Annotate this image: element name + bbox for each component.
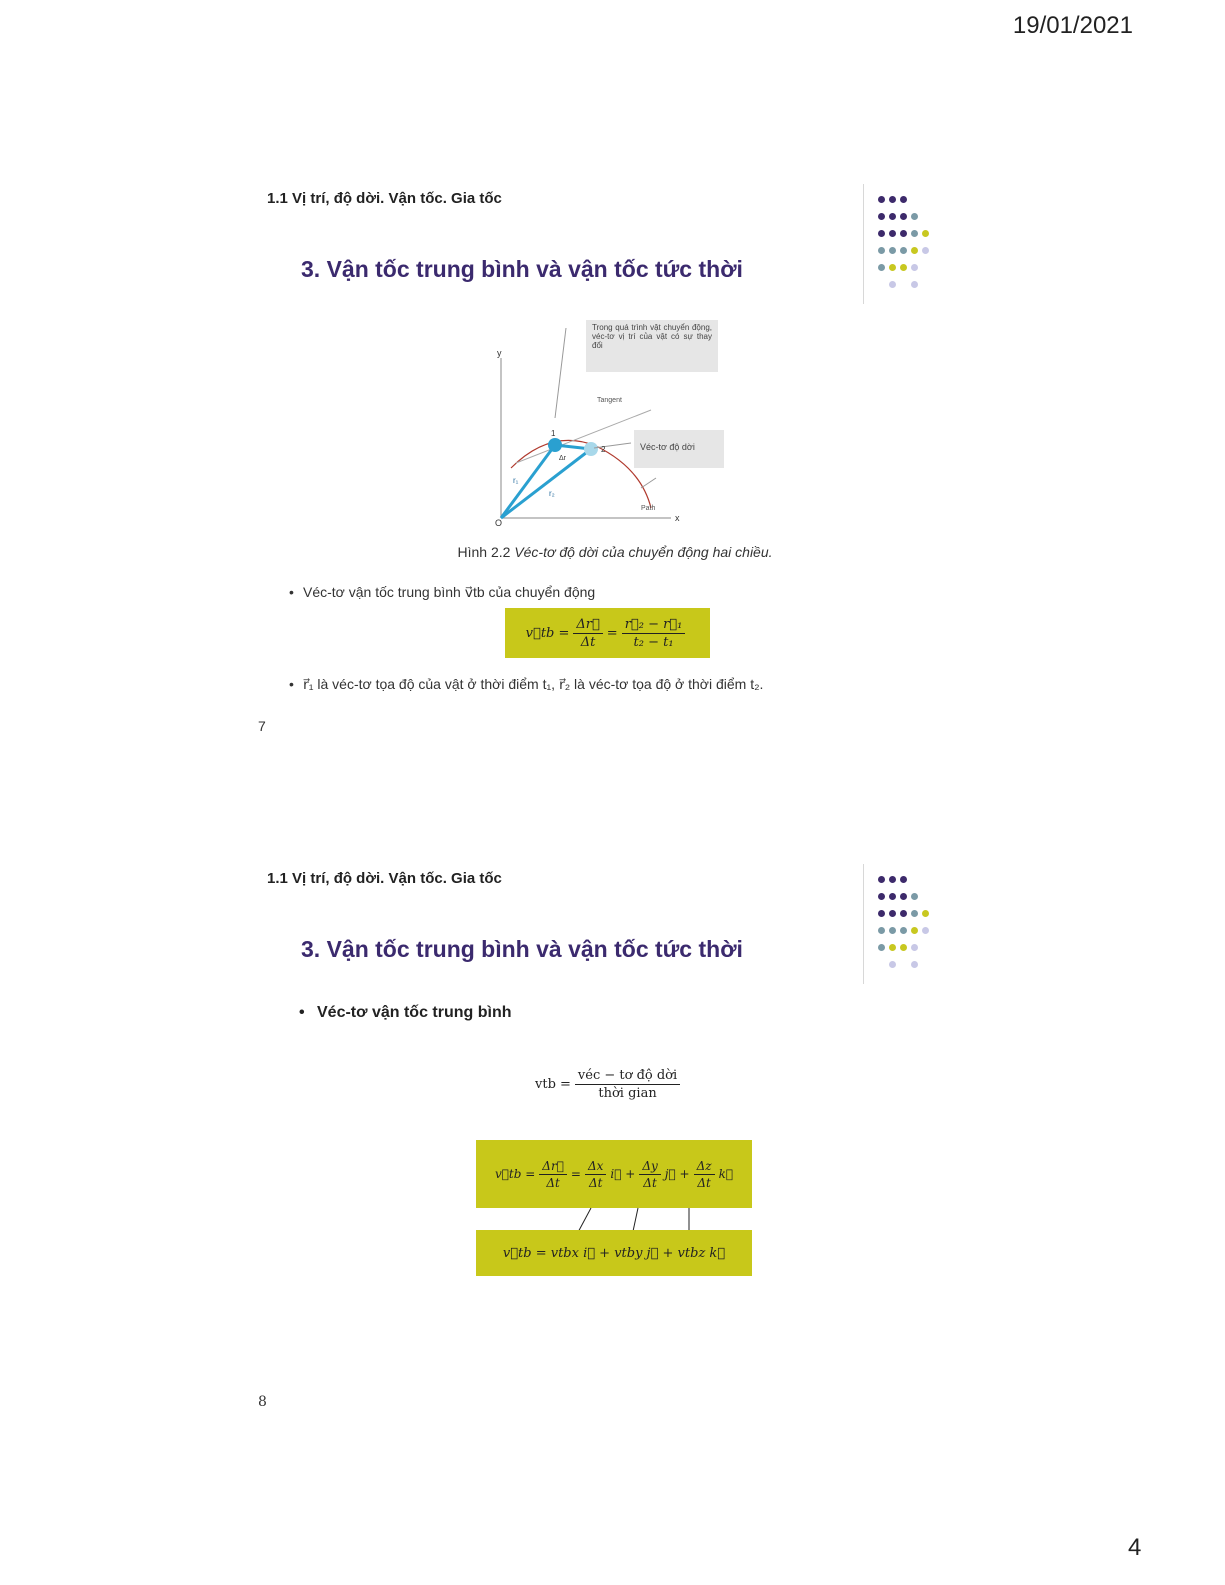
decorative-dot xyxy=(878,247,885,254)
decorative-dot xyxy=(911,893,918,900)
slide-heading: 3. Vận tốc trung bình và vận tốc tức thời xyxy=(301,256,743,282)
decorative-dot xyxy=(878,264,885,271)
decorative-dot xyxy=(911,230,918,237)
decorative-dot xyxy=(878,893,885,900)
section-title: 1.1 Vị trí, độ dời. Vận tốc. Gia tốc xyxy=(267,870,502,887)
decorative-dot xyxy=(922,247,929,254)
path-label: Path xyxy=(641,505,656,512)
point-2-marker xyxy=(584,442,598,456)
path-leader xyxy=(641,478,656,488)
decorative-dot xyxy=(922,230,929,237)
displacement-figure xyxy=(491,318,731,528)
decorative-dot xyxy=(889,893,896,900)
figure-caption: Hình 2.2 Véc-tơ độ dời của chuyển động hai chiều. xyxy=(457,544,773,560)
displacement-leader xyxy=(594,443,631,448)
note-box: Trong quá trình vật chuyển động, véc-tơ vị trí của vật có sự thay đổi xyxy=(586,320,718,372)
decorative-dot xyxy=(900,196,907,203)
decorative-dot xyxy=(878,910,885,917)
decorative-dot xyxy=(878,876,885,883)
point-1-label: 1 xyxy=(551,429,556,438)
r2-label: r₂ xyxy=(549,489,555,498)
slide-number: 8 xyxy=(258,1394,267,1410)
decorative-dot xyxy=(889,213,896,220)
r1-label: r₁ xyxy=(513,476,519,485)
decorative-dot xyxy=(900,876,907,883)
delta-r-label: Δr xyxy=(559,455,567,462)
decorative-dot xyxy=(889,876,896,883)
decorative-dot xyxy=(889,281,896,288)
decorative-dot xyxy=(889,230,896,237)
decorative-dot-grid xyxy=(863,184,944,304)
decorative-dot xyxy=(922,927,929,934)
note-leader xyxy=(555,328,566,418)
displacement-label-box: Véc-tơ độ dời xyxy=(634,430,724,468)
x-axis-label: x xyxy=(675,513,680,523)
header-date: 19/01/2021 xyxy=(1012,12,1133,39)
decorative-dot xyxy=(911,247,918,254)
decorative-dot-grid xyxy=(863,864,944,984)
average-velocity-formula: v⃗tb = $\frac{\Delta r⃗}{\Delta t}$ = $\frac{\text{r⃗₂ − r⃗₁}}{\text{t₂ − t₁}}$ xyxy=(505,608,710,658)
decorative-dot xyxy=(889,944,896,951)
decorative-dot xyxy=(889,264,896,271)
decorative-dot xyxy=(900,264,907,271)
slide-8 xyxy=(255,858,975,1418)
point-2-label: 2 xyxy=(601,445,606,454)
decorative-dot xyxy=(889,961,896,968)
decorative-dot xyxy=(900,944,907,951)
decorative-dot xyxy=(911,910,918,917)
bullet-average-velocity-vector: • Véc-tơ vận tốc trung bình xyxy=(299,1004,512,1021)
decorative-dot xyxy=(911,961,918,968)
decorative-dot xyxy=(900,927,907,934)
tangent-label: Tangent xyxy=(597,397,622,404)
decorative-dot xyxy=(911,281,918,288)
decorative-dot xyxy=(911,927,918,934)
decorative-dot xyxy=(900,910,907,917)
decorative-dot xyxy=(900,213,907,220)
slide-heading: 3. Vận tốc trung bình và vận tốc tức thời xyxy=(301,936,743,962)
y-axis-label: y xyxy=(497,348,502,358)
decorative-dot xyxy=(900,893,907,900)
decorative-dot xyxy=(911,213,918,220)
decorative-dot xyxy=(922,910,929,917)
decorative-dot xyxy=(889,910,896,917)
component-formula-box: v⃗tb = $\frac{\Delta r⃗}{\Delta t}$ = $\frac{\Delta x}{\Delta t}$ i⃗ + $\frac{\Delta y}{\Delta t}$ j⃗ + $\frac{\Delta z}{\Delta t}$ k⃗ xyxy=(476,1140,752,1208)
decorative-dot xyxy=(878,230,885,237)
decorative-dot xyxy=(878,213,885,220)
decorative-dot xyxy=(878,944,885,951)
definition-formula: vtb = $\frac{\text{véc − tơ độ dời}}{\text{thời gian}}$ xyxy=(535,1068,684,1101)
decorative-dot xyxy=(889,196,896,203)
component-velocity-box: v⃗tb = vtbx i⃗ + vtby j⃗ + vtbz k⃗ xyxy=(476,1230,752,1276)
decorative-dot xyxy=(911,944,918,951)
origin-label: O xyxy=(495,518,503,528)
decorative-dot xyxy=(900,230,907,237)
decorative-dot xyxy=(911,264,918,271)
decorative-dot xyxy=(878,196,885,203)
decorative-dot xyxy=(889,247,896,254)
bullet-position-vectors: • r⃗₁ là véc-tơ tọa độ của vật ở thời điểm t₁, r⃗₂ là véc-tơ tọa độ ở thời điểm t₂. xyxy=(289,676,764,692)
decorative-dot xyxy=(878,927,885,934)
section-title: 1.1 Vị trí, độ dời. Vận tốc. Gia tốc xyxy=(267,190,502,207)
decorative-dot xyxy=(900,247,907,254)
point-1-marker xyxy=(548,438,562,452)
decorative-dot xyxy=(889,927,896,934)
page-number: 4 xyxy=(1128,1534,1142,1561)
bullet-average-velocity: • Véc-tơ vận tốc trung bình v⃗tb của chuyển động xyxy=(289,584,596,600)
slide-7 xyxy=(255,178,975,738)
slide-number: 7 xyxy=(258,718,266,734)
